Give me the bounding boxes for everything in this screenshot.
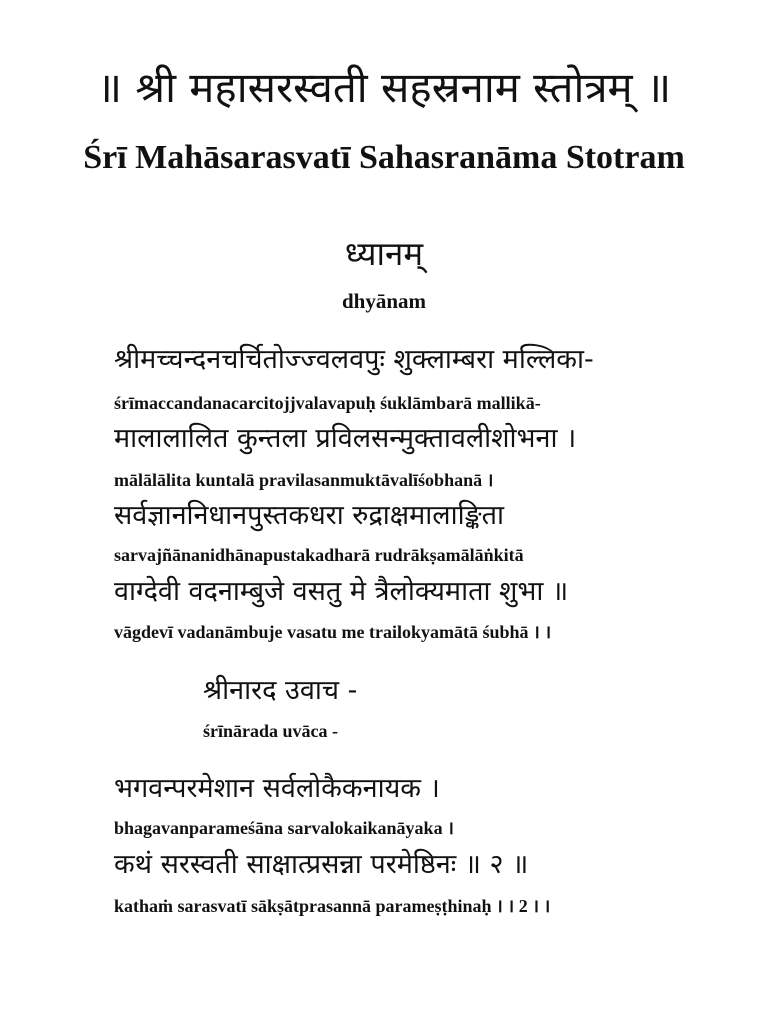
dhyanam-line-4-devanagari: वाग्देवी वदनाम्बुजे वसतु मे त्रैलोक्यमाता शुभा ॥ [114, 576, 569, 607]
dhyanam-heading-transliteration: dhyānam [341, 289, 427, 313]
speaker-transliteration: śrīnārada uvāca - [203, 721, 338, 741]
verse-2-line-1-transliteration: bhagavanparameśāna sarvalokaikanāyaka । [114, 818, 454, 838]
dhyanam-line-1-transliteration: śrīmaccandanacarcitojjvalavapuḥ śuklāmbarā mallikā- [114, 393, 541, 413]
title-transliteration: Śrī Mahāsarasvatī Sahasranāma Stotram [83, 139, 685, 176]
dhyanam-line-2-devanagari: मालालालित कुन्तला प्रविलसन्मुक्तावलीशोभना । [114, 423, 577, 454]
dhyanam-line-1-devanagari: श्रीमच्चन्दनचर्चितोज्ज्वलवपुः शुक्लाम्बरा मल्लिका- [114, 344, 594, 375]
dhyanam-line-4-transliteration: vāgdevī vadanāmbuje vasatu me trailokyamātā śubhā । । [114, 622, 552, 642]
dhyanam-line-3-transliteration: sarvajñānanidhānapustakadharā rudrākṣamālāṅkitā [114, 545, 524, 565]
title-devanagari: ॥ श्री महासरस्वती सहस्रनाम स्तोत्रम् ॥ [96, 63, 672, 112]
dhyanam-heading-devanagari: ध्यानम् [344, 234, 424, 273]
dhyanam-line-2-transliteration: mālālālita kuntalā pravilasanmuktāvalīśobhanā । [114, 470, 494, 490]
verse-2-line-2-transliteration: kathaṁ sarasvatī sākṣātprasannā parameṣṭhinaḥ । । 2 । । [114, 896, 551, 916]
verse-2-line-2-devanagari: कथं सरस्वती साक्षात्प्रसन्ना परमेष्ठिनः ॥ २ ॥ [114, 849, 529, 880]
speaker-devanagari: श्रीनारद उवाच - [203, 675, 358, 706]
verse-2-line-1-devanagari: भगवन्परमेशान सर्वलोकैकनायक । [114, 773, 440, 804]
dhyanam-line-3-devanagari: सर्वज्ञाननिधानपुस्तकधरा रुद्राक्षमालाङ्किता [114, 500, 505, 531]
